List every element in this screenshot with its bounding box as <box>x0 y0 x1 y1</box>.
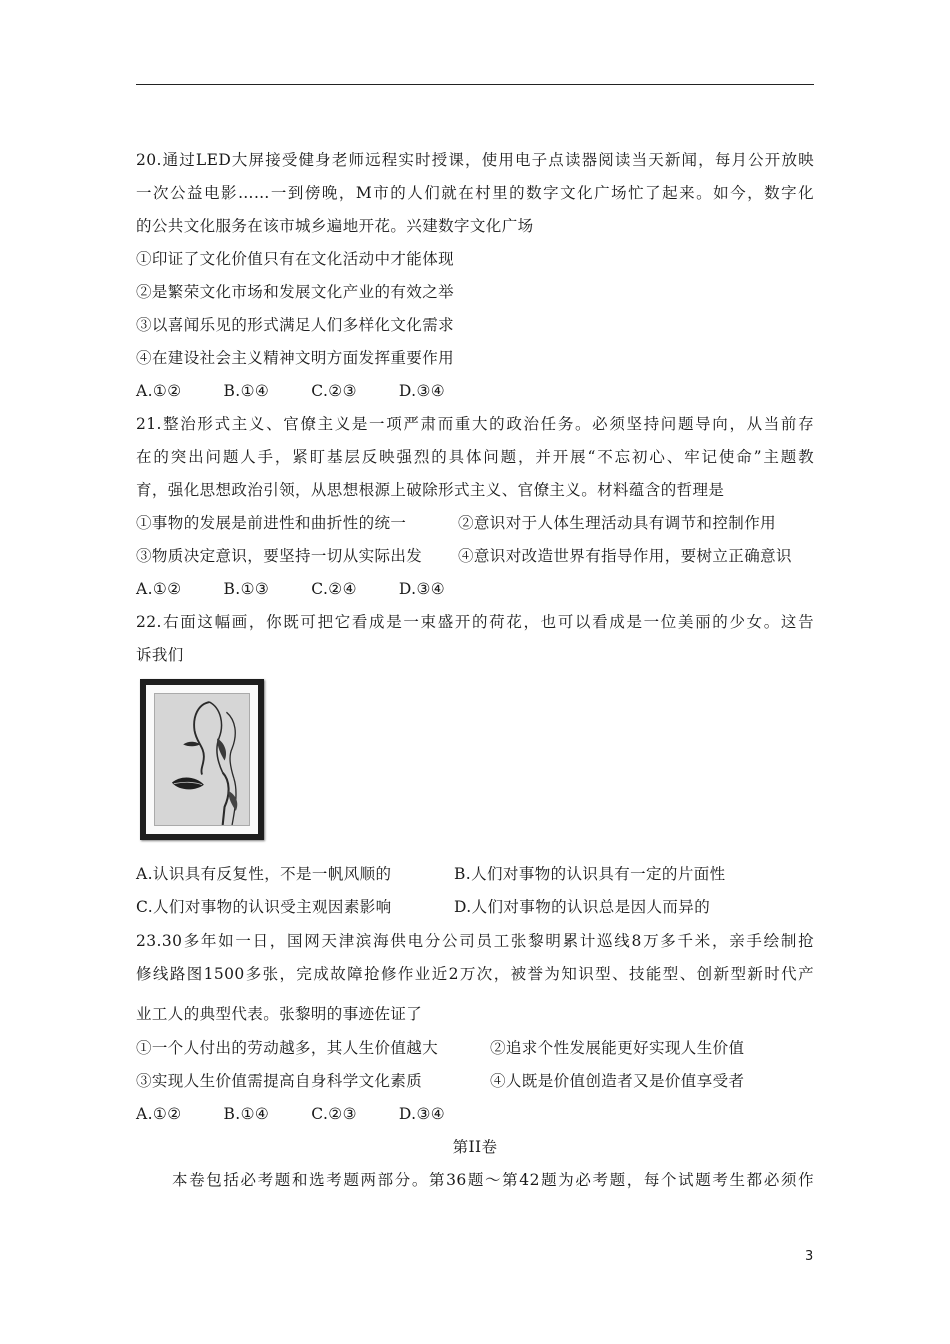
q21-items-row-1 <box>136 513 776 533</box>
q23-item-1: ①一个人付出的劳动越多，其人生价值越大 <box>136 1039 439 1057</box>
q20-stem-line-1: 20.通过LED大屏接受健身老师远程实时授课，使用电子点读器阅读当天新闻，每月公开放映 <box>136 151 814 169</box>
q22-option-c: C.人们对事物的认识受主观因素影响 <box>136 898 392 916</box>
q20-item-2: ②是繁荣文化市场和发展文化产业的有效之举 <box>136 283 455 301</box>
q22-stem-line-2: 诉我们 <box>136 646 184 664</box>
q23-items-row-1 <box>136 1038 744 1058</box>
q23-stem-line-3: 业工人的典型代表。张黎明的事迹佐证了 <box>136 1005 423 1023</box>
q23-item-2: ②追求个性发展能更好实现人生价值 <box>490 1039 745 1057</box>
q22-stem-line-1: 22.右面这幅画，你既可把它看成是一束盛开的荷花，也可以看成是一位美丽的少女。这告 <box>136 613 814 631</box>
q21-items-row-2 <box>136 546 792 566</box>
picture-canvas <box>154 693 250 826</box>
lotus-face-illusion-picture <box>140 679 264 840</box>
q20-item-4: ④在建设社会主义精神文明方面发挥重要作用 <box>136 349 455 367</box>
q20-options <box>136 381 445 401</box>
q22-options-row-2 <box>136 897 710 917</box>
q21-item-1: ①事物的发展是前进性和曲折性的统一 <box>136 514 407 532</box>
q23-stem-line-2: 修线路图1500多张，完成故障抢修作业近2万次，被誉为知识型、技能型、创新型新时代产 <box>136 965 814 983</box>
q23-items-row-2 <box>136 1071 744 1091</box>
q21-stem-line-1: 21.整治形式主义、官僚主义是一项严肃而重大的政治任务。必须坚持问题导向，从当前存 <box>136 415 814 433</box>
q23-item-4: ④人既是价值创造者又是价值享受者 <box>490 1072 745 1090</box>
q22-option-d: D.人们对事物的认识总是因人而异的 <box>454 898 711 916</box>
q20-item-1: ①印证了文化价值只有在文化活动中才能体现 <box>136 250 455 268</box>
q22-option-a: A.认识具有反复性，不是一帆风顺的 <box>136 865 392 883</box>
q21-option-d: D.③④ <box>398 580 446 598</box>
q20-stem-line-2: 一次公益电影……一到傍晚，M市的人们就在村里的数字文化广场忙了起来。如今，数字化 <box>136 184 814 202</box>
q22-option-b: B.人们对事物的认识具有一定的片面性 <box>454 865 726 883</box>
q20-stem-line-3: 的公共文化服务在该市城乡遍地开花。兴建数字文化广场 <box>136 217 534 235</box>
q23-options <box>136 1104 445 1124</box>
q21-item-3: ③物质决定意识，要坚持一切从实际出发 <box>136 547 423 565</box>
q21-option-b: B.①③ <box>223 580 270 598</box>
q21-stem-line-3: 育，强化思想政治引领，从思想根源上破除形式主义、官僚主义。材料蕴含的哲理是 <box>136 481 725 499</box>
lotus-face-drawing <box>155 694 249 825</box>
page-number: 3 <box>805 1249 814 1264</box>
q20-item-3: ③以喜闻乐见的形式满足人们多样化文化需求 <box>136 316 455 334</box>
q23-option-d: D.③④ <box>398 1105 446 1123</box>
q21-option-c: C.②④ <box>311 580 357 598</box>
q21-item-4: ④意识对改造世界有指导作用，要树立正确意识 <box>458 547 792 565</box>
q23-option-b: B.①④ <box>223 1105 270 1123</box>
q20-option-a: A.①② <box>136 382 182 400</box>
q20-option-d: D.③④ <box>398 382 446 400</box>
q22-options-row-1 <box>136 864 726 884</box>
section-intro: 本卷包括必考题和选考题两部分。第36题～第42题为必考题，每个试题考生都必须作 <box>172 1171 814 1189</box>
header-rule <box>136 84 814 85</box>
q20-option-b: B.①④ <box>223 382 270 400</box>
q21-stem-line-2: 在的突出问题人手，紧盯基层反映强烈的具体问题，并开展“不忘初心、牢记使命”主题教 <box>136 448 814 466</box>
q21-item-2: ②意识对于人体生理活动具有调节和控制作用 <box>458 514 777 532</box>
q23-item-3: ③实现人生价值需提高自身科学文化素质 <box>136 1072 423 1090</box>
section-title: 第II卷 <box>452 1138 498 1156</box>
q21-option-a: A.①② <box>136 580 182 598</box>
q23-option-a: A.①② <box>136 1105 182 1123</box>
q20-option-c: C.②③ <box>311 382 357 400</box>
q21-options <box>136 579 445 599</box>
q23-stem-line-1: 23.30多年如一日，国网天津滨海供电分公司员工张黎明累计巡线8万多千米，亲手绘制抢 <box>136 932 814 950</box>
q23-option-c: C.②③ <box>311 1105 357 1123</box>
